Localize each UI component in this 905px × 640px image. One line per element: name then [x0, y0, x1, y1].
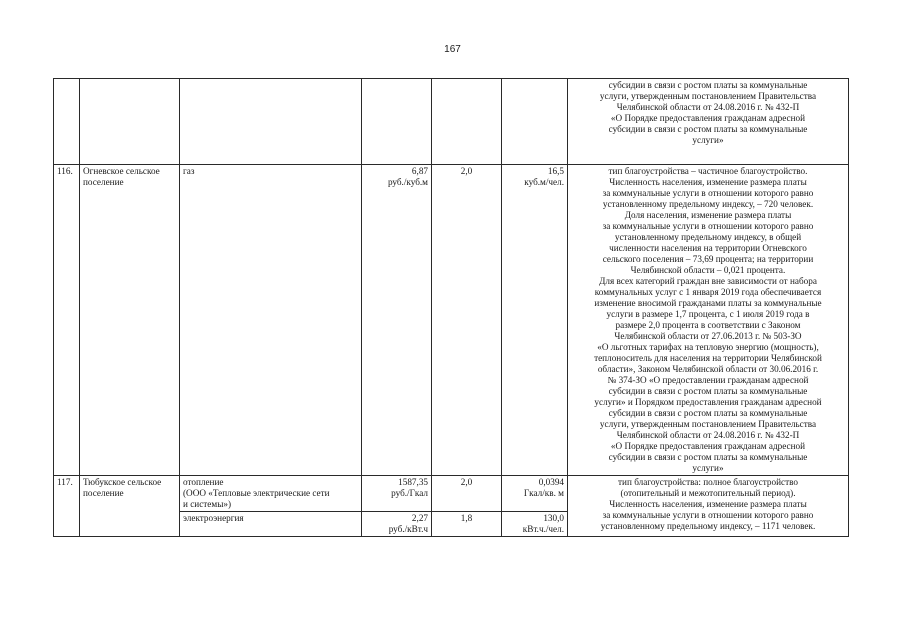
cell-price [362, 79, 432, 165]
page-number: 167 [444, 44, 461, 55]
desc-line: области», Законом Челябинской области от 30.06.2016 г. [597, 364, 819, 374]
cell-num [54, 79, 80, 165]
desc-line: услуги, утвержденным постановлением Правительства [599, 91, 817, 101]
norm-value: 0,0394 [538, 477, 564, 487]
row-number: 116. [54, 165, 80, 476]
cell-service [180, 79, 362, 165]
price-value: 2,27 [411, 513, 428, 523]
consumption-norm [502, 476, 568, 512]
desc-line: Численность населения, изменение размера платы [609, 499, 807, 509]
desc-line: субсидии в связи с ростом платы за коммунальные [608, 124, 808, 134]
desc-line: субсидии в связи с ростом платы за коммунальные [608, 80, 808, 90]
desc-line: Челябинской области от 24.08.2016 г. № 432-П [616, 430, 800, 440]
desc-line: услуги, утвержденным постановлением Правительства [599, 419, 817, 429]
settlement-line: Огневское сельское [83, 166, 160, 176]
cell-pct [432, 79, 502, 165]
desc-line: за коммунальные услуги в отношении которого равно [602, 188, 814, 198]
price-value: 1587,35 [398, 477, 428, 487]
desc-line: «О Порядке предоставления гражданам адресной [610, 113, 806, 123]
desc-line: Челябинской области – 0,021 процента. [630, 265, 786, 275]
price-unit: руб./куб.м [387, 177, 428, 187]
desc-line: размере 2,0 процента в соответствии с Законом [615, 320, 801, 330]
table-row-117 [54, 476, 849, 512]
cell-settlement [80, 79, 180, 165]
norm-value: 16,5 [547, 166, 564, 176]
cell-norm [502, 79, 568, 165]
row-number: 117. [54, 476, 80, 537]
desc-line: Для всех категорий граждан вне зависимости от набора [599, 276, 817, 286]
desc-line: услуги» [692, 135, 724, 145]
settlement-name [80, 165, 180, 476]
desc-line: тип благоустройства – частичное благоустройство. [608, 166, 808, 176]
service-name: газ [180, 165, 362, 476]
tariff-price [362, 165, 432, 476]
settlement-name [80, 476, 180, 537]
desc-line: установленному предельному индексу, – 1171 человек. [600, 521, 816, 531]
table-row-116 [54, 165, 849, 476]
norm-unit: Гкал/кв. м [523, 488, 564, 498]
desc-line: Челябинской области от 27.06.2013 г. № 503-ЗО [614, 331, 802, 341]
table-row-continuation [54, 79, 849, 165]
tariff-price [362, 512, 432, 537]
desc-line: установленному предельному индексу, в общей [614, 232, 802, 242]
service-name [180, 512, 362, 537]
tariff-price [362, 476, 432, 512]
desc-line: изменение вносимой гражданами платы за коммунальные [594, 298, 822, 308]
cell-description [568, 165, 849, 476]
desc-line: № 374-ЗО «О предоставлении гражданам адресной [607, 375, 809, 385]
desc-line: (отопительный и межотопительный период). [620, 488, 796, 498]
desc-line: Численность населения, изменение размера платы [609, 177, 807, 187]
desc-line: за коммунальные услуги в отношении которого равно [602, 221, 814, 231]
index-percent: 2,0 [432, 165, 502, 476]
desc-line: сельского поселения – 73,69 процента; на территории [602, 254, 814, 264]
norm-value: 130,0 [543, 513, 564, 523]
service-name [180, 476, 362, 512]
service-line: и системы») [183, 499, 232, 509]
cell-description [568, 79, 849, 165]
price-value: 6,87 [411, 166, 428, 176]
settlement-line: поселение [83, 488, 124, 498]
index-percent: 1,8 [432, 512, 502, 537]
norm-unit: куб.м/чел. [524, 177, 564, 187]
desc-line: услуги в размере 1,7 процента, с 1 июля 2019 года в [606, 309, 810, 319]
desc-line: коммунальных услуг с 1 января 2019 года обеспечивается [594, 287, 822, 297]
desc-line: Доля населения, изменение размера платы [624, 210, 792, 220]
desc-line: установленному предельному индексу, – 720 человек. [602, 199, 814, 209]
desc-line: «О Порядке предоставления гражданам адресной [610, 441, 806, 451]
tariff-table [53, 78, 849, 537]
settlement-line: Тюбукское сельское [83, 477, 162, 487]
price-unit: руб./Гкал [391, 488, 428, 498]
desc-line: субсидии в связи с ростом платы за коммунальные [608, 452, 808, 462]
desc-line: за коммунальные услуги в отношении которого равно [602, 510, 814, 520]
desc-line: теплоноситель для населения на территории Челябинской [594, 353, 822, 363]
index-percent: 2,0 [432, 476, 502, 512]
consumption-norm [502, 512, 568, 537]
desc-line: «О льготных тарифах на тепловую энергию (мощность), [597, 342, 819, 352]
service-line: отопление [183, 477, 224, 487]
desc-line: услуги» и Порядком предоставления гражданам адресной [594, 397, 822, 407]
desc-line: тип благоустройства: полное благоустройство [618, 477, 798, 487]
settlement-line: поселение [83, 177, 124, 187]
desc-line: услуги» [692, 463, 724, 473]
cell-description [568, 476, 849, 537]
desc-line: Челябинской области от 24.08.2016 г. № 432-П [616, 102, 800, 112]
desc-line: субсидии в связи с ростом платы за коммунальные [608, 386, 808, 396]
desc-line: субсидии в связи с ростом платы за коммунальные [608, 408, 808, 418]
service-line: (ООО «Тепловые электрические сети [183, 488, 330, 498]
consumption-norm [502, 165, 568, 476]
price-unit: руб./кВт.ч [388, 524, 428, 534]
service-line: электроэнергия [183, 513, 244, 523]
norm-unit: кВт.ч./чел. [522, 524, 564, 534]
desc-line: численности населения на территории Огневского [609, 243, 807, 253]
